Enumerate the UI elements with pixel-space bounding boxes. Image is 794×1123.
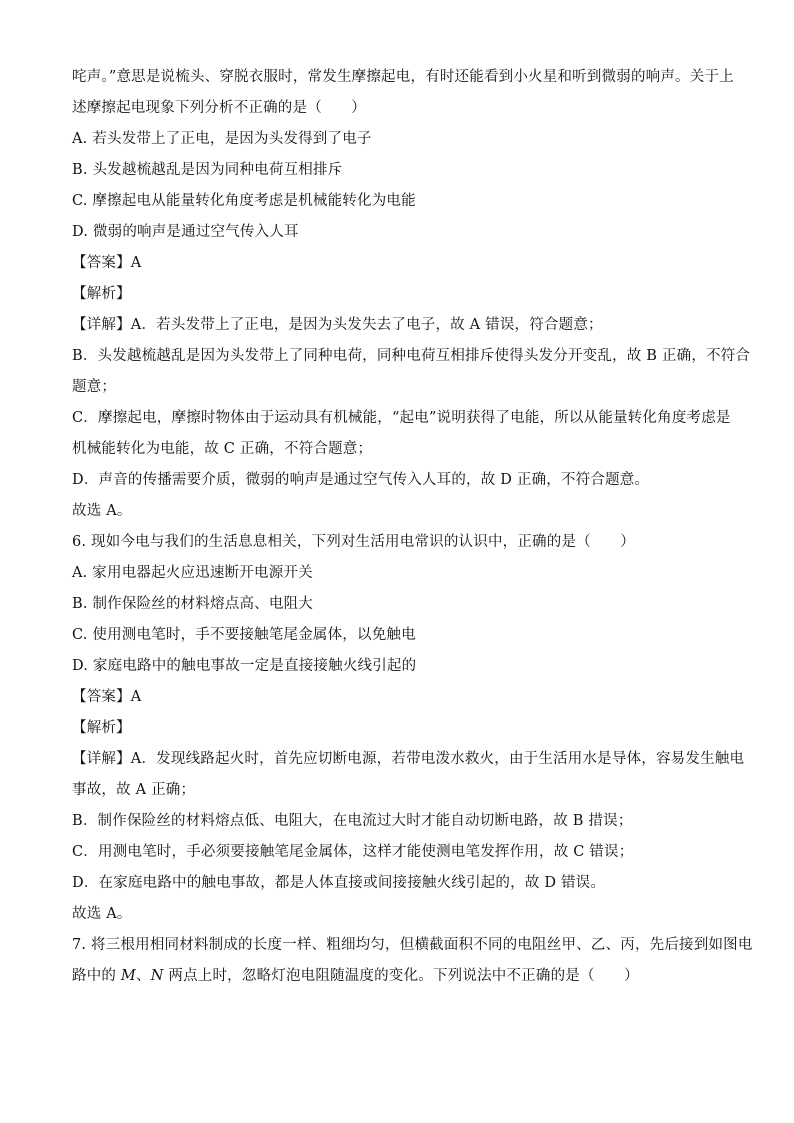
q6-option-d: D. 家庭电路中的触电事故一定是直接接触火线引起的 bbox=[72, 658, 417, 674]
q7-stem-suffix: 两点上时，忽略灯泡电阻随温度的变化。下列说法中不正确的是（ ） bbox=[163, 968, 639, 984]
q5-answer: 【答案】A bbox=[72, 255, 142, 271]
q5-conclusion: 故选 A。 bbox=[72, 503, 132, 519]
q6-detail-line-2: 事故，故 A 正确； bbox=[72, 782, 196, 798]
q6-option-c: C. 使用测电笔时，手不要接触笔尾金属体，以免触电 bbox=[72, 627, 416, 643]
q6-option-a: A. 家用电器起火应迅速断开电源开关 bbox=[72, 565, 313, 581]
q5-stem-line-1: 咤声。”意思是说梳头、穿脱衣服时，常发生摩擦起电，有时还能看到小火星和听到微弱的响声。关于上 bbox=[72, 69, 734, 85]
q5-detail-line-4: C．摩擦起电，摩擦时物体由于运动具有机械能，“起电”说明获得了电能，所以从能量转化角度考虑是 bbox=[72, 410, 731, 426]
q7-stem-line-1: 7. 将三根用相同材料制成的长度一样、粗细均匀，但横截面积不同的电阻丝甲、乙、丙，先后接到如图电 bbox=[72, 937, 753, 953]
q6-detail-line-1: 【详解】A．发现线路起火时，首先应切断电源，若带电泼水救火，由于生活用水是导体，容易发生触电 bbox=[72, 751, 745, 767]
point-m-label: M bbox=[120, 968, 136, 984]
q5-detail-line-3: 题意； bbox=[72, 379, 117, 395]
point-n-label: N bbox=[150, 968, 164, 984]
q5-detail-line-2: B．头发越梳越乱是因为头发带上了同种电荷，同种电荷互相排斥使得头发分开变乱，故 B 正确，不符合 bbox=[72, 348, 751, 364]
q5-option-d: D. 微弱的响声是通过空气传入人耳 bbox=[72, 224, 299, 240]
q6-detail-line-4: C．用测电笔时，手必须要接触笔尾金属体，这样才能使测电笔发挥作用，故 C 错误； bbox=[72, 844, 634, 860]
q6-conclusion: 故选 A。 bbox=[72, 906, 132, 922]
q6-answer: 【答案】A bbox=[72, 689, 142, 705]
q5-detail-line-6: D．声音的传播需要介质，微弱的响声是通过空气传入人耳的，故 D 正确，不符合题意。 bbox=[72, 472, 650, 488]
q6-detail-line-3: B．制作保险丝的材料熔点低、电阻大，在电流过大时才能自动切断电路，故 B 措误； bbox=[72, 813, 633, 829]
q5-detail-line-5: 机械能转化为电能，故 C 正确，不符合题意； bbox=[72, 441, 373, 457]
q6-detail-line-5: D．在家庭电路中的触电事故，都是人体直接或间接接触火线引起的，故 D 错误。 bbox=[72, 875, 606, 891]
document-page bbox=[72, 62, 753, 992]
q5-option-a: A. 若头发带上了正电，是因为头发得到了电子 bbox=[72, 131, 372, 147]
q5-analysis-label: 【解析】 bbox=[72, 286, 131, 302]
q6-option-b: B. 制作保险丝的材料熔点高、电阻大 bbox=[72, 596, 313, 612]
q7-stem-line-2 bbox=[72, 961, 724, 992]
q5-option-b: B. 头发越梳越乱是因为同种电荷互相排斥 bbox=[72, 162, 343, 178]
q6-analysis-label: 【解析】 bbox=[72, 720, 131, 736]
q6-stem: 6. 现如今电与我们的生活息息相关，下列对生活用电常识的认识中，正确的是（ ） bbox=[72, 534, 635, 550]
q5-detail-line-1: 【详解】A．若头发带上了正电，是因为头发失去了电子，故 A 错误，符合题意； bbox=[72, 317, 603, 333]
q7-separator: 、 bbox=[135, 968, 151, 984]
q7-stem-prefix: 路中的 bbox=[72, 968, 121, 984]
q5-stem-line-2: 述摩擦起电现象下列分析不正确的是（ ） bbox=[72, 100, 366, 116]
q5-option-c: C. 摩擦起电从能量转化角度考虑是机械能转化为电能 bbox=[72, 193, 416, 209]
